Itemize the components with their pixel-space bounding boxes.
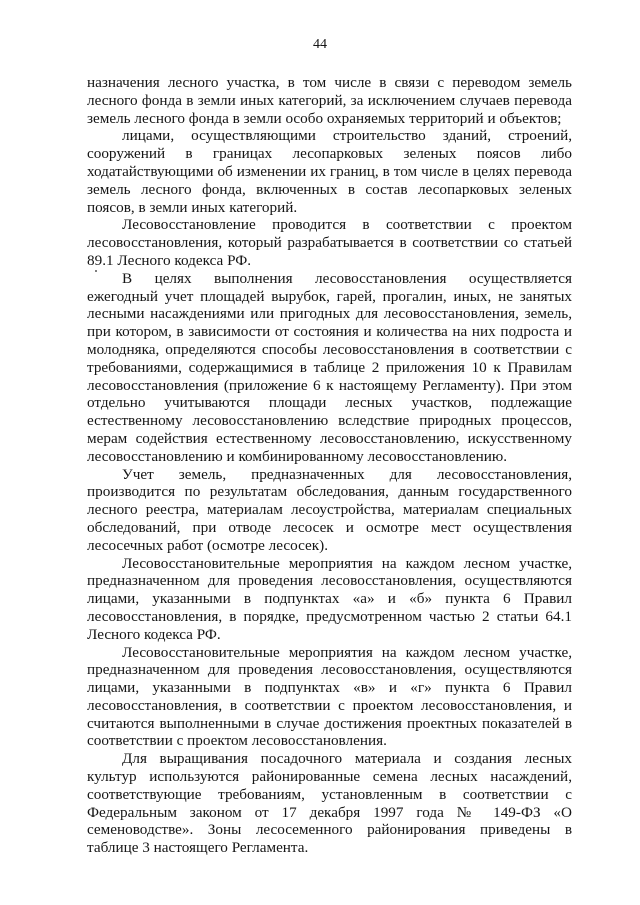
paragraph: Для выращивания посадочного материала и создания лесных культур используются районированные семена лесных насаждений, соответствующие требованиям, установленным в соответствии с Федеральным законом от 17 декабря 1997 года № 149-ФЗ «О семеноводстве». Зоны лесосеменного районирования приведены в таблице 3 настоящего Регламента.: [87, 750, 572, 857]
paragraph: Лесовосстановительные мероприятия на каждом лесном участке, предназначенном для проведения лесовосстановления, осуществляются лицами, указанными в подпунктах «а» и «б» пункта 6 Правил лесовосстановления, в порядке, предусмотренном частью 2 статьи 64.1 Лесного кодекса РФ.: [87, 554, 572, 643]
paragraph: Лесовосстановительные мероприятия на каждом лесном участке, предназначенном для проведения лесовосстановления, осуществляются лицами, указанными в подпунктах «в» и «г» пункта 6 Правил лесовосстановления, в соответствии с проектом лесовосстановления, и считаются выполненными в случае достижения проектных показателей в соответствии с проектом лесовосстановления.: [87, 643, 572, 750]
paragraph: Учет земель, предназначенных для лесовосстановления, производится по результатам обследования, данным государственного лесного реестра, материалам лесоустройства, материалам специальных обследований, при отводе лесосек и осмотре мест осуществления лесосечных работ (осмотре лесосек).: [87, 465, 572, 554]
paragraph: В целях выполнения лесовосстановления осуществляется ежегодный учет площадей вырубок, гарей, прогалин, иных, не занятых лесными насаждениями или пригодных для лесовосстановления, земель, при котором, в зависимости от состояния и количества на них подроста и молодняка, определяются способы лесовосстановления в соответствии с требованиями, содержащимися в таблице 2 приложения 10 к Правилам лесовосстановления (приложение 6 к настоящему Регламенту). При этом отдельно учитываются площади лесных участков, подлежащие естественному лесовосстановлению вследствие природных процессов, мерам содействия естественному лесовосстановлению, искусственному лесовосстановлению и комбинированному лесовосстановлению.: [87, 269, 572, 465]
page-body: [87, 74, 572, 857]
page-number: 44: [313, 37, 327, 52]
paragraph: назначения лесного участка, в том числе в связи с переводом земель лесного фонда в земли иных категорий, за исключением случаев перевода земель лесного фонда в земли особо охраняемых территорий и объектов;: [87, 74, 572, 127]
paragraph: Лесовосстановление проводится в соответствии с проектом лесовосстановления, который разрабатывается в соответствии со статьей 89.1 Лесного кодекса РФ.: [87, 216, 572, 269]
paragraph: лицами, осуществляющими строительство зданий, строений, сооружений в границах лесопарковых зеленых поясов либо ходатайствующими об изменении их границ, в том числе в целях перевода земель лесного фонда, включенных в состав лесопарковых зеленых поясов, в земли иных категорий.: [87, 127, 572, 216]
